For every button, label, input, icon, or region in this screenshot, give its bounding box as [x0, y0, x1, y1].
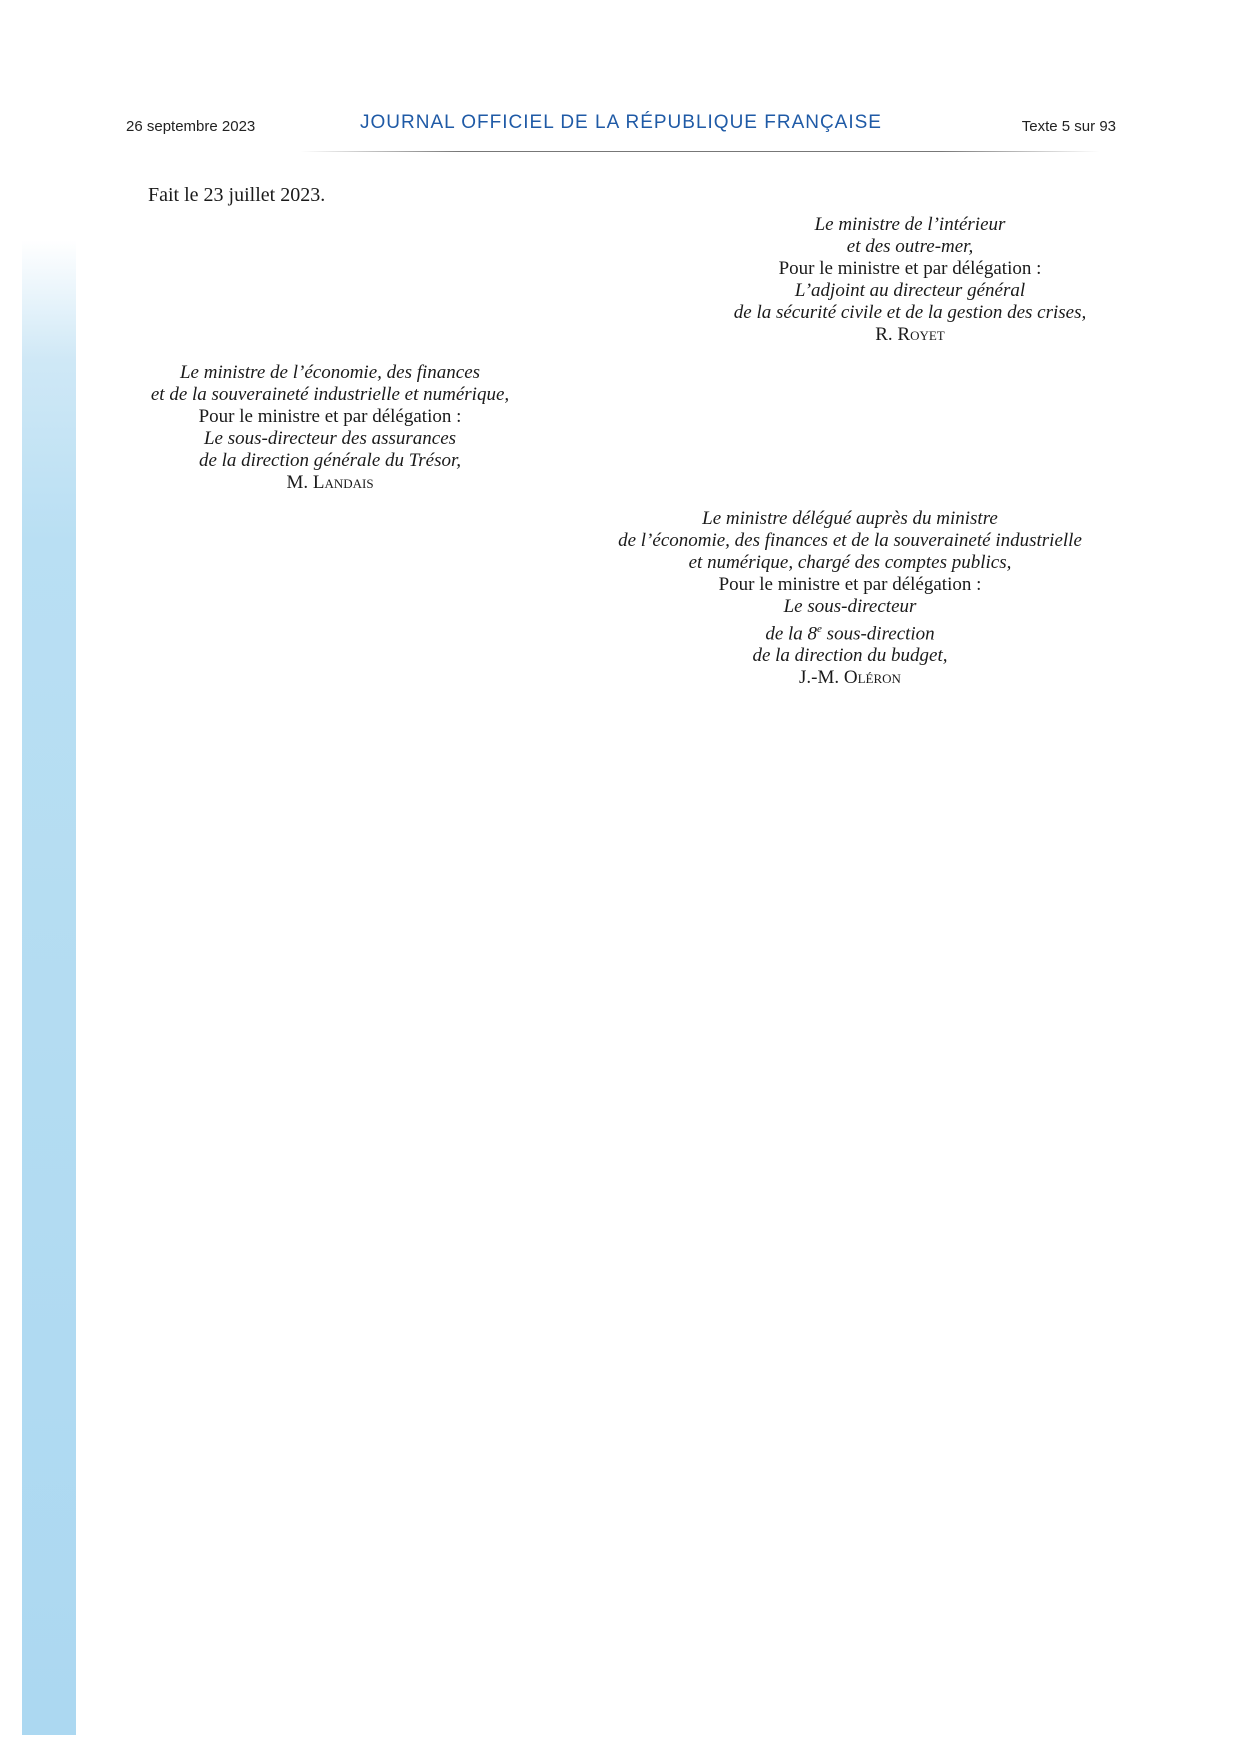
header-date: 26 septembre 2023 — [126, 118, 256, 135]
signature-line: de l’économie, des finances et de la souveraineté industrielle — [618, 530, 1082, 551]
signatory-name: R. Royet — [875, 324, 945, 345]
signature-line: Pour le ministre et par délégation : — [718, 574, 982, 595]
ordinal-superscript: e — [817, 623, 822, 635]
signature-line: L’adjoint au directeur général — [794, 280, 1026, 301]
header-page-ref: Texte 5 sur 93 — [1021, 118, 1116, 135]
signature-economie — [100, 362, 560, 494]
signature-line-part: de la 8 — [765, 623, 818, 645]
signatory-name: J.-M. Oléron — [799, 667, 901, 689]
signatory-name: M. Landais — [286, 472, 374, 493]
page-header — [126, 112, 1116, 136]
signature-line: Le ministre de l’intérieur — [814, 214, 1006, 235]
signature-line: Pour le ministre et par délégation : — [198, 406, 462, 427]
signature-line: Le ministre délégué auprès du ministre — [702, 508, 998, 529]
signature-line-part: sous-direction — [821, 623, 935, 645]
date-line: Fait le 23 juillet 2023. — [148, 184, 326, 206]
signature-budget — [560, 508, 1140, 689]
signature-line: Le ministre de l’économie, des finances — [179, 362, 481, 383]
signature-line: et de la souveraineté industrielle et numérique, — [150, 384, 510, 405]
page-edge-strip — [22, 240, 76, 1735]
signature-line: Le sous-directeur des assurances — [203, 428, 457, 449]
signature-line: et numérique, chargé des comptes publics, — [688, 552, 1012, 573]
signature-line: et des outre-mer, — [846, 236, 974, 257]
signature-line: Pour le ministre et par délégation : — [778, 258, 1042, 279]
signature-line: de la sécurité civile et de la gestion des crises, — [733, 302, 1087, 323]
signature-line — [560, 618, 1140, 645]
header-divider — [300, 151, 1100, 152]
signature-line: de la direction du budget, — [752, 645, 948, 667]
signature-line: de la direction générale du Trésor, — [198, 450, 462, 471]
signature-interieur — [680, 214, 1140, 346]
journal-title: JOURNAL OFFICIEL DE LA RÉPUBLIQUE FRANÇAISE — [360, 112, 882, 133]
signature-line: Le sous-directeur — [783, 596, 917, 617]
